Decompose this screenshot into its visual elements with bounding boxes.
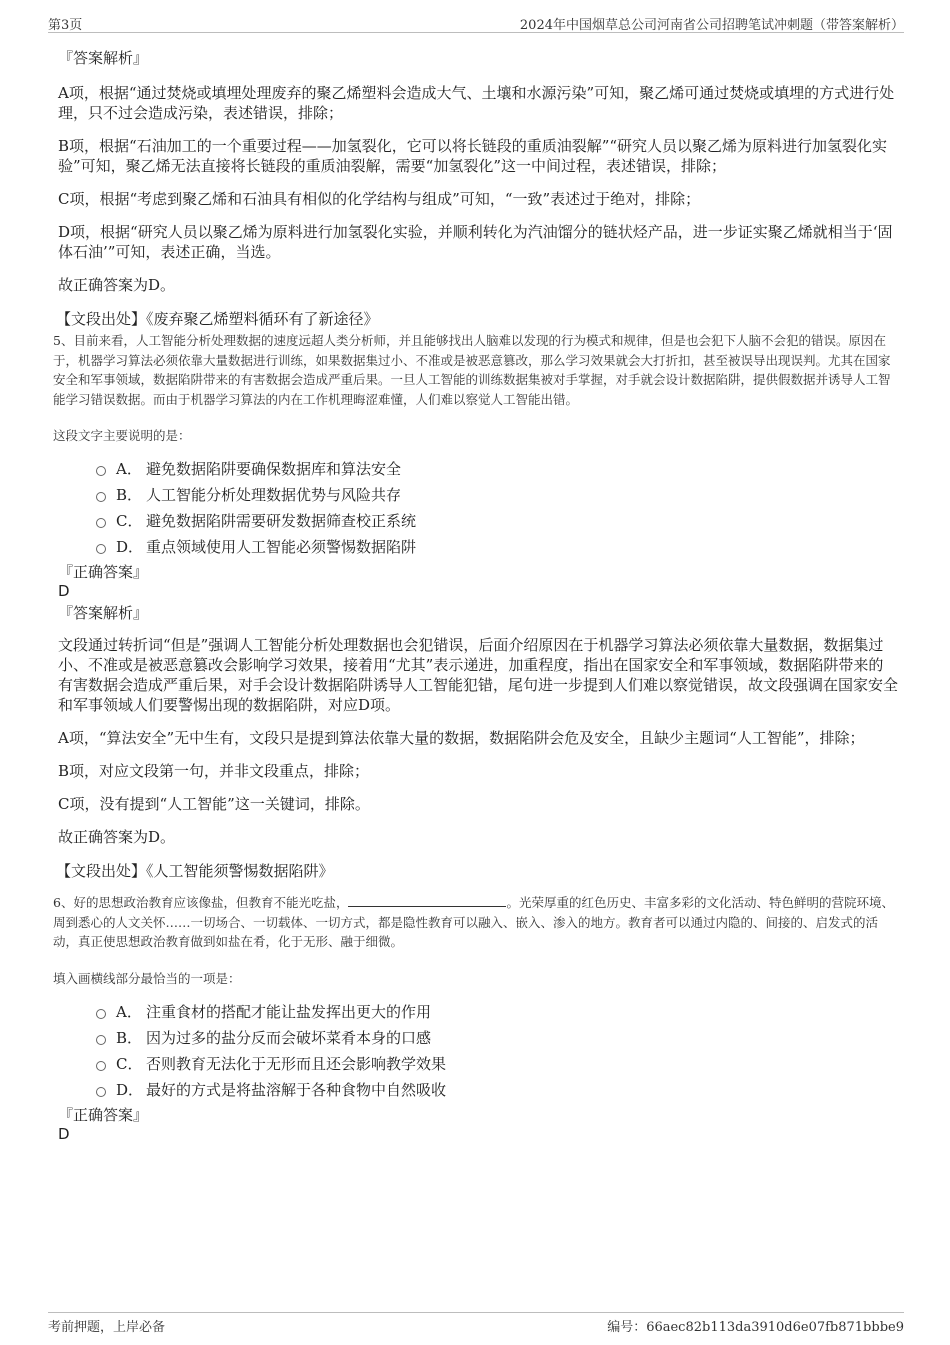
option-text: 避免数据陷阱需要研发数据筛查校正系统 [146,512,417,530]
analysis-conclusion: 故正确答案为D。 [58,276,176,294]
question-6-prompt: 填入画横线部分最恰当的一项是： [53,970,241,986]
option-text: 最好的方式是将盐溶解于各种食物中自然吸收 [146,1080,447,1099]
option-letter: C． [116,512,143,530]
question-5-prompt: 这段文字主要说明的是： [53,428,191,443]
analysis-paragraph: 文段通过转折词“但是”强调人工智能分析处理数据也会犯错误，后面介绍原因在于机器学习算法必须依靠大量数据，数据集过小、不准或是被恶意篡改会影响学习效果，接着用“尤其”表示递进，加重程度，指出在国家安全和军事领域，数据陷阱带来的有害数据会造成严重后果，对手会设计数据陷阱诱导人工智能犯错，尾句进一步提到人们难以察觉错误，故文段强调在国家安全和军事领域人们要警惕出现的数据陷阱，对应D项。 [58,636,899,714]
correct-answer-label: 『正确答案』 [58,1105,149,1124]
option-c[interactable] [96,508,898,534]
analysis-label: 『答案解析』 [58,604,149,622]
option-letter: A． [116,1002,142,1021]
radio-button-icon[interactable] [96,492,106,502]
question-5-stem: 5、目前来看，人工智能分析处理数据的速度远超人类分析师，并且能够找出人脑难以发现的行为模式和规律，但是也会犯下人脑不会犯的错误。原因在于，机器学习算法必须依靠大量数据进行训练，如果数据集过小、不准或是被恶意篡改，那么学习效果就会大打折扣，甚至被误导出现误判。尤其在国家安全和军事领域，数据陷阱带来的有害数据会造成严重后果。一旦人工智能的训练数据集被对手掌握，对手就会设计数据陷阱，提供假数据并诱导人工智能学习错误数据。而由于机器学习算法的内在工作机理晦涩难懂，人们难以察觉人工智能出错。 [53,333,891,407]
option-a[interactable] [96,456,898,482]
stem-text: 6、好的思想政治教育应该像盐，但教育不能光吃盐， [53,895,349,910]
option-letter: A． [116,460,142,478]
option-text: 重点领域使用人工智能必须警惕数据陷阱 [146,538,417,556]
option-text: 人工智能分析处理数据优势与风险共存 [146,486,402,504]
option-letter: D． [116,538,144,556]
option-a[interactable] [96,999,898,1025]
correct-answer-label: 『正确答案』 [58,563,149,581]
option-letter: D． [116,1080,144,1099]
source-citation: 【文段出处】《废弃聚乙烯塑料循环有了新途径》 [56,310,379,328]
radio-button-icon[interactable] [96,518,106,528]
analysis-paragraph: A项，根据“通过焚烧或填埋处理废弃的聚乙烯塑料会造成大气、土壤和水源污染”可知，聚乙烯可通过焚烧或填埋的方式进行处理，只不过会造成污染，表述错误，排除； [58,84,895,122]
footer-slogan: 考前押题，上岸必备 [48,1320,166,1335]
analysis-paragraph: B项，根据“石油加工的一个重要过程——加氢裂化，它可以将长链段的重质油裂解”“研究人员以聚乙烯为原料进行加氢裂化实验”可知，聚乙烯无法直接将长链段的重质油裂解，需要“加氢裂化”这一中间过程，表述错误，排除； [58,137,888,175]
page-header [48,14,904,33]
analysis-paragraph: B项，对应文段第一句，并非文段重点，排除； [58,762,370,780]
stem-text: 。光荣厚重的红色历史、丰富多彩的文化活动、特色鲜明的营院环境、周到悉心的人文关怀……一切场合、一切载体、一切方式，都是隐性教育可以融入、嵌入、渗入的地方。教育者可以通过内隐的、间接的、启发式的活动，真正使思想政治教育做到如盐在肴，化于无形、融于细微。 [53,895,894,949]
radio-button-icon[interactable] [96,1035,106,1045]
analysis-conclusion: 故正确答案为D。 [58,828,176,846]
page-content [53,44,899,1143]
option-letter: C． [116,1054,143,1073]
page-footer [48,1312,904,1336]
option-b[interactable] [96,1025,898,1051]
option-c[interactable] [96,1051,898,1077]
correct-answer: D [58,582,70,600]
radio-button-icon[interactable] [96,1009,106,1019]
question-5-options [96,456,898,560]
document-id: 编号：66aec82b113da3910d6e07fb871bbbe9 [607,1320,904,1335]
fill-in-blank [348,894,506,907]
source-citation: 【文段出处】《人工智能须警惕数据陷阱》 [56,862,334,880]
radio-button-icon[interactable] [96,1087,106,1097]
document-title: 2024年中国烟草总公司河南省公司招聘笔试冲刺题（带答案解析） [519,18,904,33]
question-6-options [96,999,898,1103]
analysis-paragraph: A项，“算法安全”无中生有，文段只是提到算法依靠大量的数据，数据陷阱会危及安全，且缺少主题词“人工智能”，排除； [58,729,865,747]
option-letter: B． [116,486,143,504]
radio-button-icon[interactable] [96,466,106,476]
analysis-paragraph: C项，没有提到“人工智能”这一关键词，排除。 [58,795,370,813]
analysis-label: 『答案解析』 [58,49,149,67]
option-d[interactable] [96,534,898,560]
correct-answer: D [58,1124,70,1143]
question-6-stem [53,893,898,952]
radio-button-icon[interactable] [96,544,106,554]
option-text: 否则教育无法化于无形而且还会影响教学效果 [146,1054,447,1073]
option-b[interactable] [96,482,898,508]
radio-button-icon[interactable] [96,1061,106,1071]
analysis-paragraph: D项，根据“研究人员以聚乙烯为原料进行加氢裂化实验，并顺利转化为汽油馏分的链状烃产品，进一步证实聚乙烯就相当于‘固体石油’”可知，表述正确，当选。 [58,223,893,261]
option-d[interactable] [96,1077,898,1103]
option-text: 注重食材的搭配才能让盐发挥出更大的作用 [146,1002,432,1021]
option-letter: B． [116,1028,143,1047]
option-text: 避免数据陷阱要确保数据库和算法安全 [146,460,402,478]
option-text: 因为过多的盐分反而会破坏菜肴本身的口感 [146,1028,432,1047]
page-number: 第3页 [48,18,83,33]
analysis-paragraph: C项，根据“考虑到聚乙烯和石油具有相似的化学结构与组成”可知，“一致”表述过于绝对，排除； [58,190,701,208]
